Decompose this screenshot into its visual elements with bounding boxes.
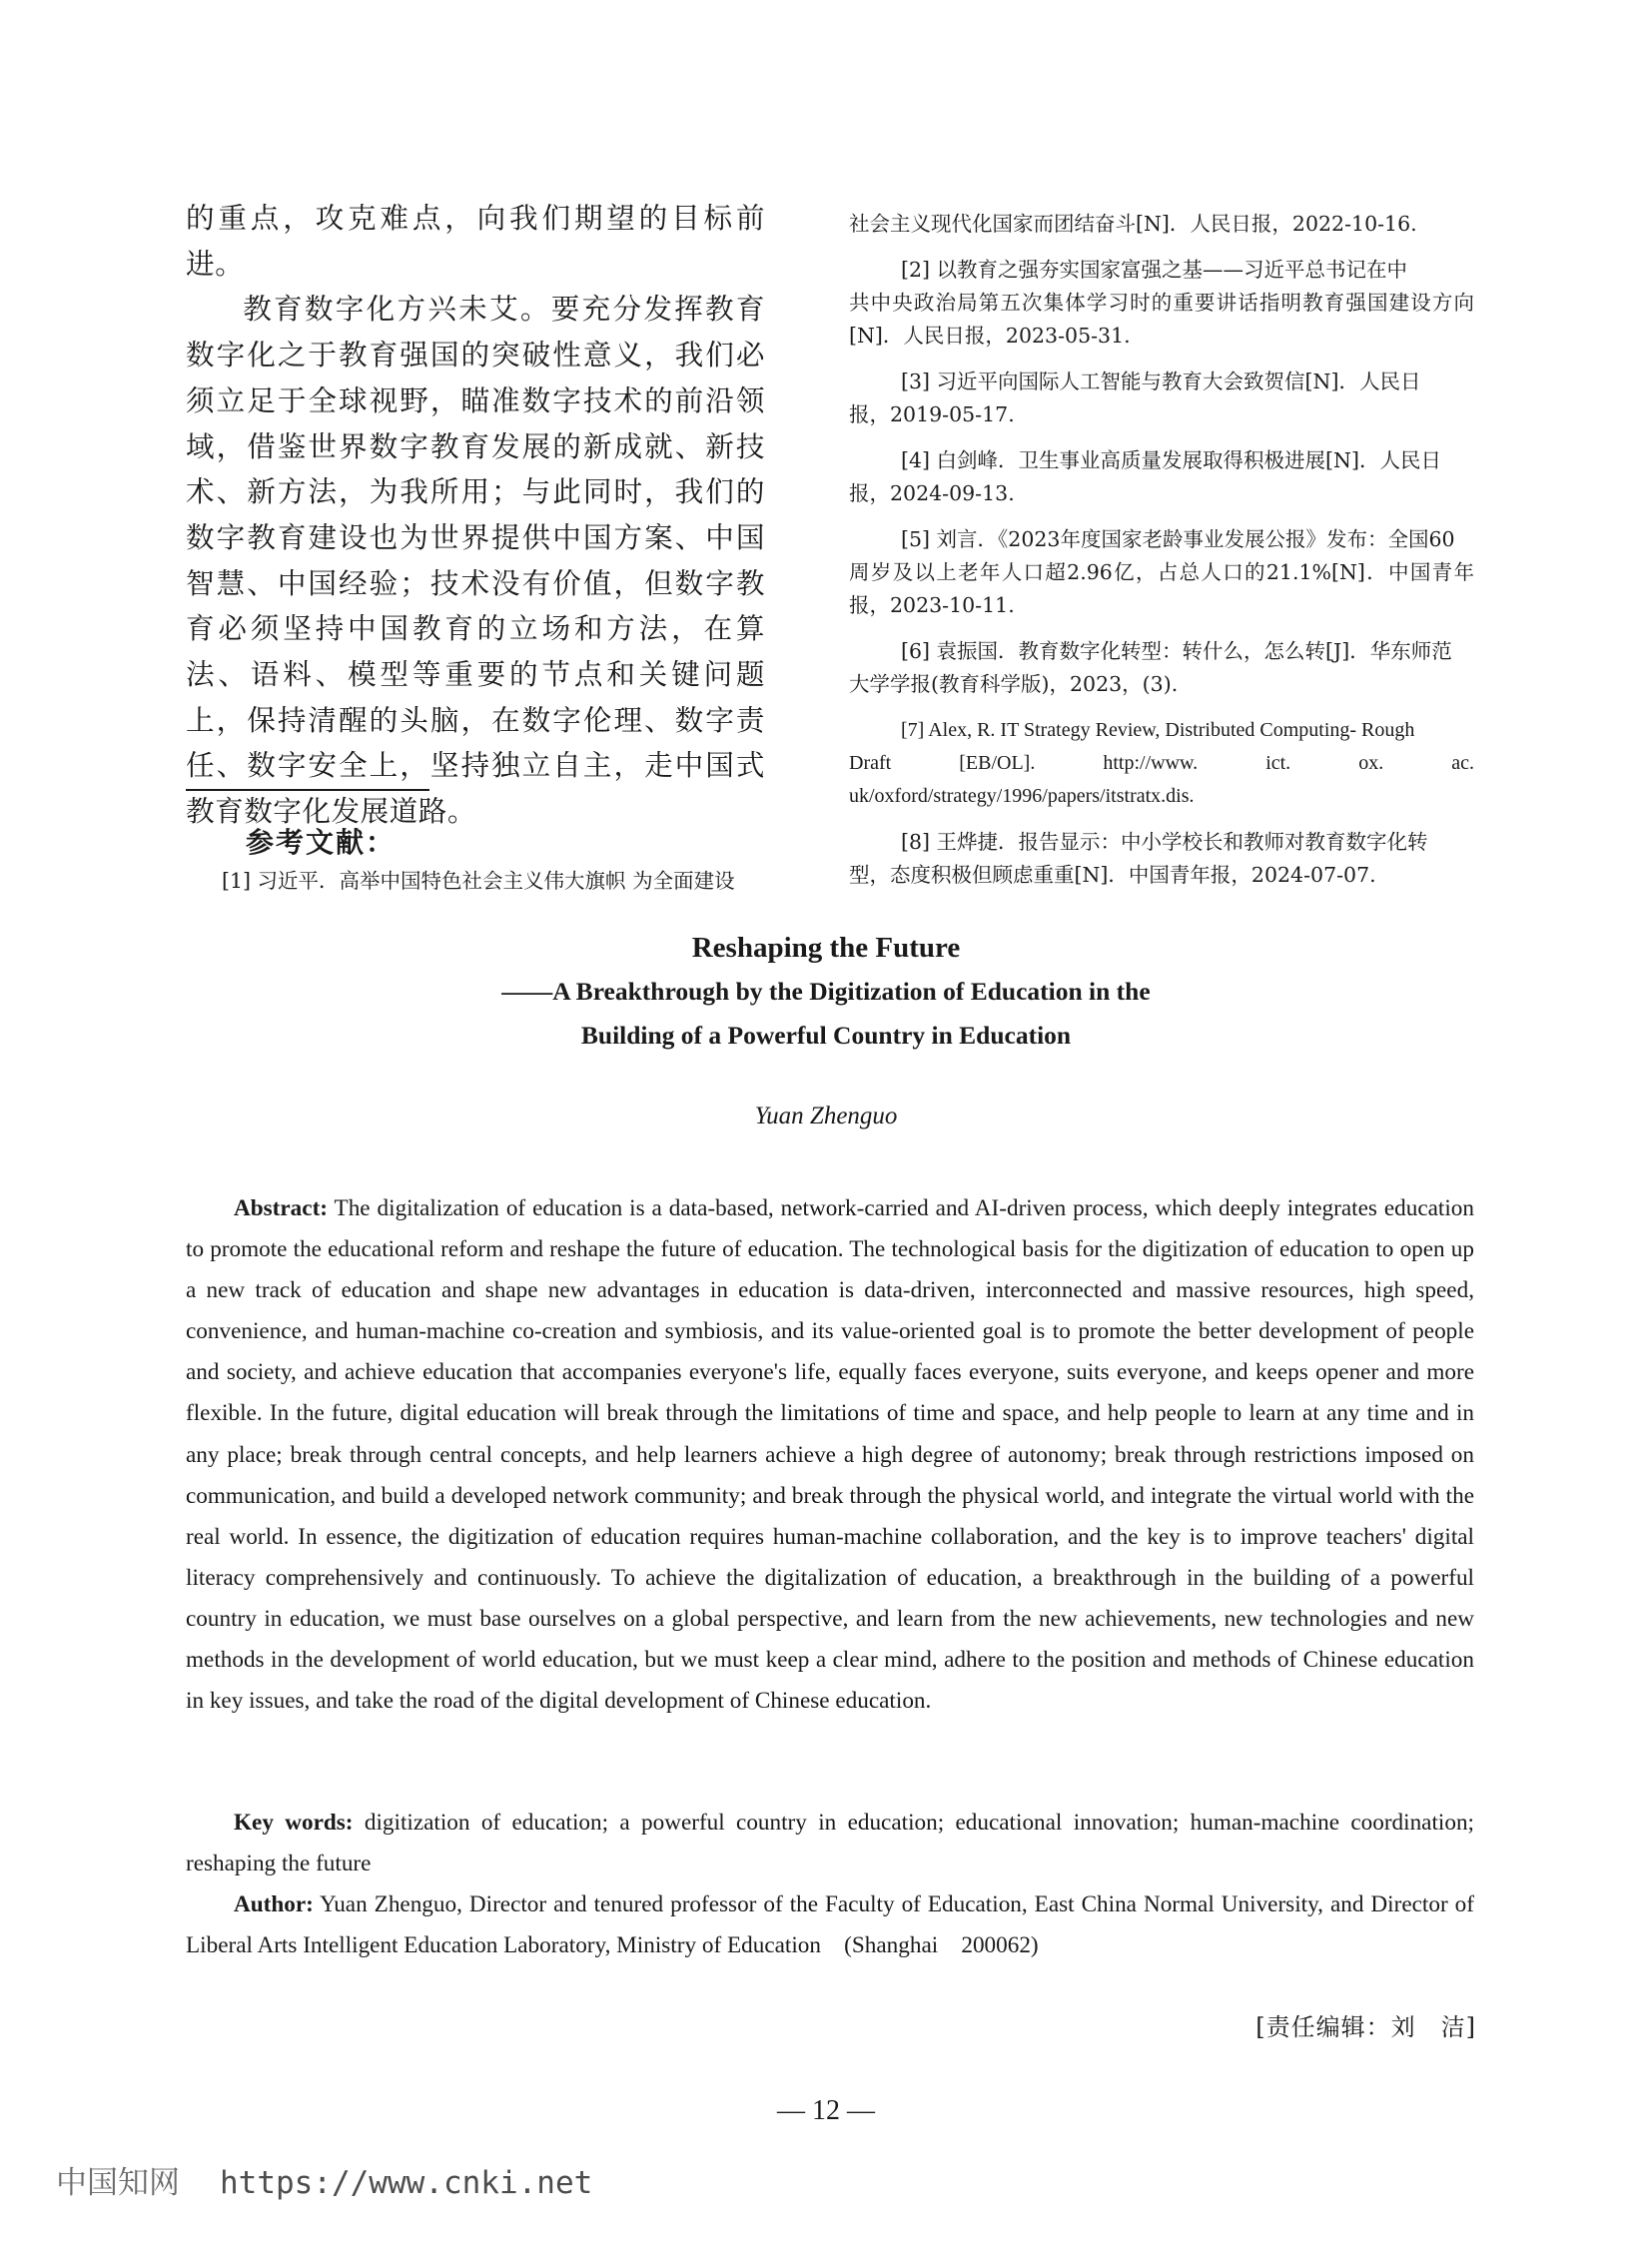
english-abstract bbox=[186, 1188, 1474, 1722]
watermark-site-name: 中国知网 bbox=[56, 2165, 180, 2201]
reference-item bbox=[849, 523, 1474, 622]
reference-text: [4] 白剑峰．卫生事业高质量发展取得积极进展[N]．人民日 bbox=[901, 448, 1441, 472]
english-subtitle-line-2: Building of a Powerful Country in Education bbox=[580, 1021, 1072, 1050]
abstract-text: The digitalization of education is a data-based, network-carried and AI-driven process, which deeply integrates education to promote the educational reform and reshape the future of education. The technological basis for the digitization of education to open up a new track of education and shape new advantages in education is data-driven, interconnected and massive resources, high speed, convenience, and human-machine co-creation and symbiosis, and its value-oriented goal is to promote the better development of people and society, and achieve education that accompanies everyone's life, equally faces everyone, suits everyone, and keeps opener and more flexible. In the future, digital education will break through the limitations of time and space, and help people to learn at any time and in any place; break through central concepts, and help learners achieve a high degree of autonomy; break through restrictions imposed on communication, and build a developed network community; and break through the physical world, and integrate the virtual world with the real world. In essence, the digitization of education requires human-machine collaboration, and the key is to improve teachers' digital literacy comprehensively and continuously. To achieve the digitalization of education, a breakthrough in the building of a powerful country in education, we must base ourselves on a global perspective, and learn from the new achievements, new technologies and new methods in the development of world education, but we must keep a clear mind, adhere to the position and methods of Chinese education in key issues, and take the road of the digital development of Chinese education. bbox=[186, 1195, 1474, 1715]
reference-text: Draft [EB/OL]. http://www. ict. ox. ac. uk/oxford/strategy/1996/papers/itstratx.dis. bbox=[849, 752, 1474, 807]
reference-text: [7] Alex, R. IT Strategy Review, Distributed Computing- Rough bbox=[901, 719, 1415, 741]
reference-item bbox=[849, 366, 1474, 431]
reference-text: [5] 刘言．《2023年度国家老龄事业发展公报》发布：全国60 bbox=[901, 527, 1455, 551]
author-text: Yuan Zhenguo, Director and tenured professor of the Faculty of Education, East China Normal University, and Director of Liberal Arts Intelligent Education Laboratory, Ministry of Education (Shanghai 200062) bbox=[186, 1891, 1474, 1959]
responsible-editor: [责任编辑：刘 洁] bbox=[1255, 2013, 1476, 2041]
reference-text: 型，态度积极但顾虑重重[N]．中国青年报，2024-07-07. bbox=[849, 863, 1376, 887]
english-subtitle-line-1: ——A Breakthrough by the Digitization of Education in the bbox=[501, 977, 1151, 1006]
reference-item bbox=[849, 714, 1474, 813]
reference-item bbox=[849, 444, 1474, 510]
watermark-url: https://www.cnki.net bbox=[220, 2165, 593, 2201]
left-column-body bbox=[186, 196, 765, 835]
reference-text: [6] 袁振国．教育数字化转型：转什么，怎么转[J]．华东师范 bbox=[901, 639, 1452, 663]
reference-item bbox=[849, 635, 1474, 701]
cnki-watermark bbox=[56, 2157, 592, 2202]
reference-text: 大学学报(教育科学版)，2023，(3). bbox=[849, 672, 1179, 696]
references-list bbox=[849, 208, 1474, 905]
reference-text: 共中央政治局第五次集体学习时的重要讲话指明教育强国建设方向[N]．人民日报，2023-05-31. bbox=[849, 291, 1474, 348]
reference-text: 报，2019-05-17. bbox=[849, 402, 1015, 426]
reference-1-start: [1] 习近平．高举中国特色社会主义伟大旗帜 为全面建设 bbox=[222, 869, 735, 893]
references-divider bbox=[186, 789, 429, 791]
english-author-info bbox=[186, 1884, 1474, 1966]
english-title: Reshaping the Future bbox=[691, 932, 961, 964]
reference-item bbox=[849, 826, 1474, 892]
references-heading: 参考文献： bbox=[246, 826, 397, 859]
reference-text: 报，2024-09-13. bbox=[849, 481, 1015, 505]
keywords-text: digitization of education; a powerful country in education; educational innovation; human-machine coordination; reshaping the future bbox=[186, 1810, 1474, 1877]
english-author: Yuan Zhenguo bbox=[754, 1103, 898, 1129]
reference-1-continuation: 社会主义现代化国家而团结奋斗[N]．人民日报，2022-10-16. bbox=[849, 212, 1417, 236]
abstract-label: Abstract: bbox=[234, 1195, 329, 1221]
english-keywords bbox=[186, 1803, 1474, 1884]
reference-text: [2] 以教育之强夯实国家富强之基——习近平总书记在中 bbox=[901, 258, 1408, 282]
paragraph-conclusion: 教育数字化方兴未艾。要充分发挥教育数字化之于教育强国的突破性意义，我们必须立足于全球视野，瞄准数字技术的前沿领域，借鉴世界数字教育发展的新成就、新技术、新方法，为我所用；与此同时，我们的数字教育建设也为世界提供中国方案、中国智慧、中国经验；技术没有价值，但数字教育必须坚持中国教育的立场和方法，在算法、语料、模型等重要的节点和关键问题上，保持清醒的头脑，在数字伦理、数字责任、数字安全上，坚持独立自主，走中国式教育数字化发展道路。 bbox=[186, 292, 765, 829]
keywords-label: Key words: bbox=[234, 1810, 354, 1836]
reference-text: [3] 习近平向国际人工智能与教育大会致贺信[N]．人民日 bbox=[901, 370, 1421, 393]
reference-text: [8] 王烨捷．报告显示：中小学校长和教师对教育数字化转 bbox=[901, 830, 1428, 854]
reference-item bbox=[849, 254, 1474, 353]
reference-text: 周岁及以上老年人口超2.96亿，占总人口的21.1%[N]．中国青年报，2023-10-11. bbox=[849, 560, 1474, 617]
page-number: — 12 — bbox=[777, 2095, 875, 2126]
author-label: Author: bbox=[234, 1891, 314, 1917]
paragraph-continuation: 的重点，攻克难点，向我们期望的目标前进。 bbox=[186, 201, 765, 281]
